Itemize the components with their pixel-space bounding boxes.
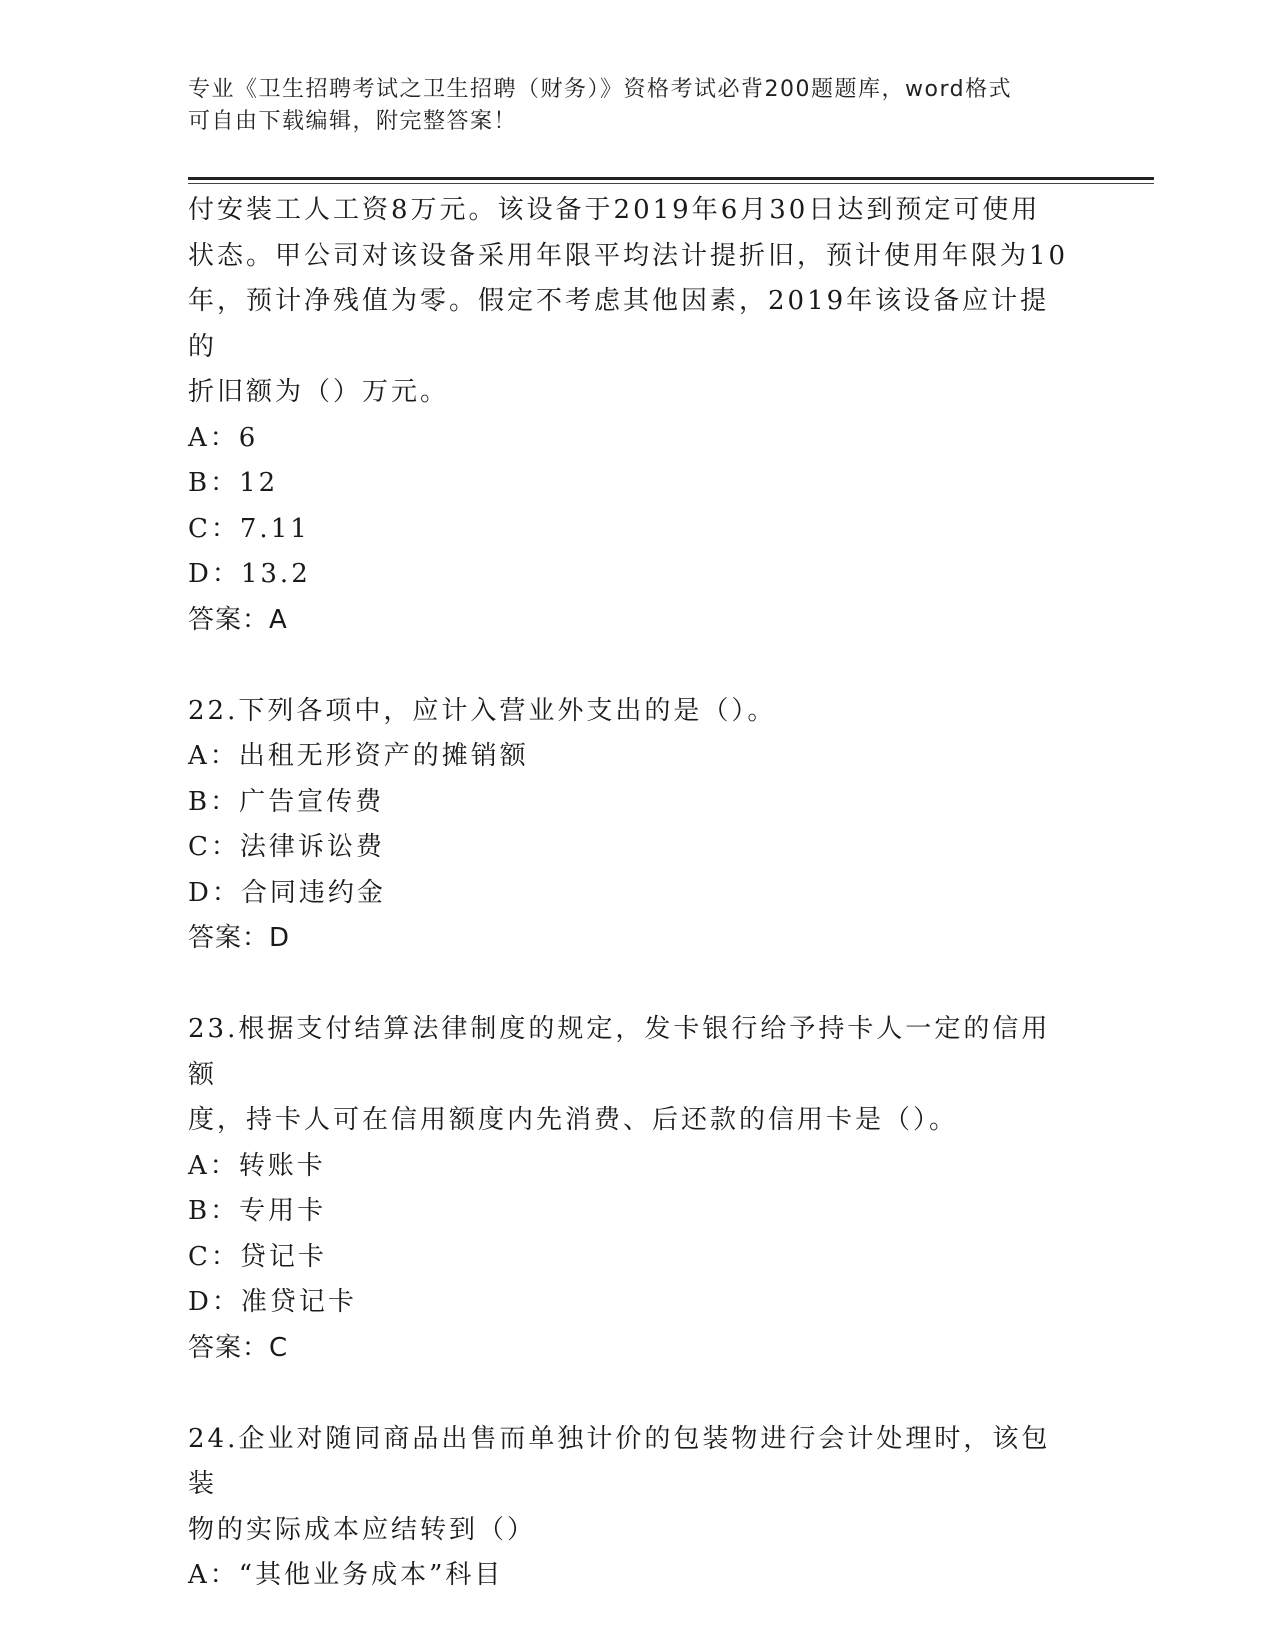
question-stem-line: 状态。甲公司对该设备采用年限平均法计提折旧，预计使用年限为10 xyxy=(188,240,1069,271)
spacer xyxy=(188,962,1078,1008)
option-d: D：13.2 xyxy=(188,559,311,589)
document-header xyxy=(188,74,1068,138)
header-rule-thin xyxy=(188,183,1154,184)
question-stem-line: 22.下列各项中，应计入营业外支出的是（）。 xyxy=(188,695,777,726)
question-list xyxy=(188,188,1078,1599)
option-c: C：7.11 xyxy=(188,513,310,544)
question-stem-line: 年，预计净残值为零。假定不考虑其他因素，2019年该设备应计提的 xyxy=(188,286,1050,362)
option-b: B：专用卡 xyxy=(188,1196,327,1226)
question-stem-line: 24.企业对随同商品出售而单独计价的包装物进行会计处理时，该包装 xyxy=(188,1423,1051,1499)
option-c: C：贷记卡 xyxy=(188,1241,327,1272)
option-d: D：准贷记卡 xyxy=(188,1287,357,1317)
spacer xyxy=(188,1371,1078,1417)
answer-line: 答案：C xyxy=(188,1332,289,1363)
header-line-2: 可自由下载编辑，附完整答案！ xyxy=(188,109,518,134)
question-stem-line: 23.根据支付结算法律制度的规定，发卡银行给予持卡人一定的信用额 xyxy=(188,1014,1051,1090)
header-line-1: 专业《卫生招聘考试之卫生招聘（财务）》资格考试必背200题题库，word格式 xyxy=(188,77,1013,102)
spacer xyxy=(188,643,1078,689)
question-24 xyxy=(188,1417,1078,1599)
option-a: A：“其他业务成本”科目 xyxy=(188,1560,504,1590)
answer-line: 答案：D xyxy=(188,923,291,953)
option-b: B：广告宣传费 xyxy=(188,786,385,817)
option-c: C：法律诉讼费 xyxy=(188,832,385,862)
option-d: D：合同违约金 xyxy=(188,877,386,908)
header-rule-thick xyxy=(188,177,1154,180)
question-stem-line: 度，持卡人可在信用额度内先消费、后还款的信用卡是（）。 xyxy=(188,1105,959,1135)
option-a: A：出租无形资产的摊销额 xyxy=(188,741,529,771)
question-21 xyxy=(188,188,1078,643)
option-a: A：6 xyxy=(188,422,259,453)
question-stem-line: 折旧额为（）万元。 xyxy=(188,377,450,407)
option-a: A：转账卡 xyxy=(188,1150,326,1181)
option-b: B：12 xyxy=(188,468,279,498)
answer-line: 答案：A xyxy=(188,604,288,635)
question-stem-line: 付安装工人工资8万元。该设备于2019年6月30日达到预定可使用 xyxy=(188,195,1041,225)
question-stem-line: 物的实际成本应结转到（） xyxy=(188,1514,537,1545)
question-23 xyxy=(188,1007,1078,1371)
question-22 xyxy=(188,689,1078,962)
